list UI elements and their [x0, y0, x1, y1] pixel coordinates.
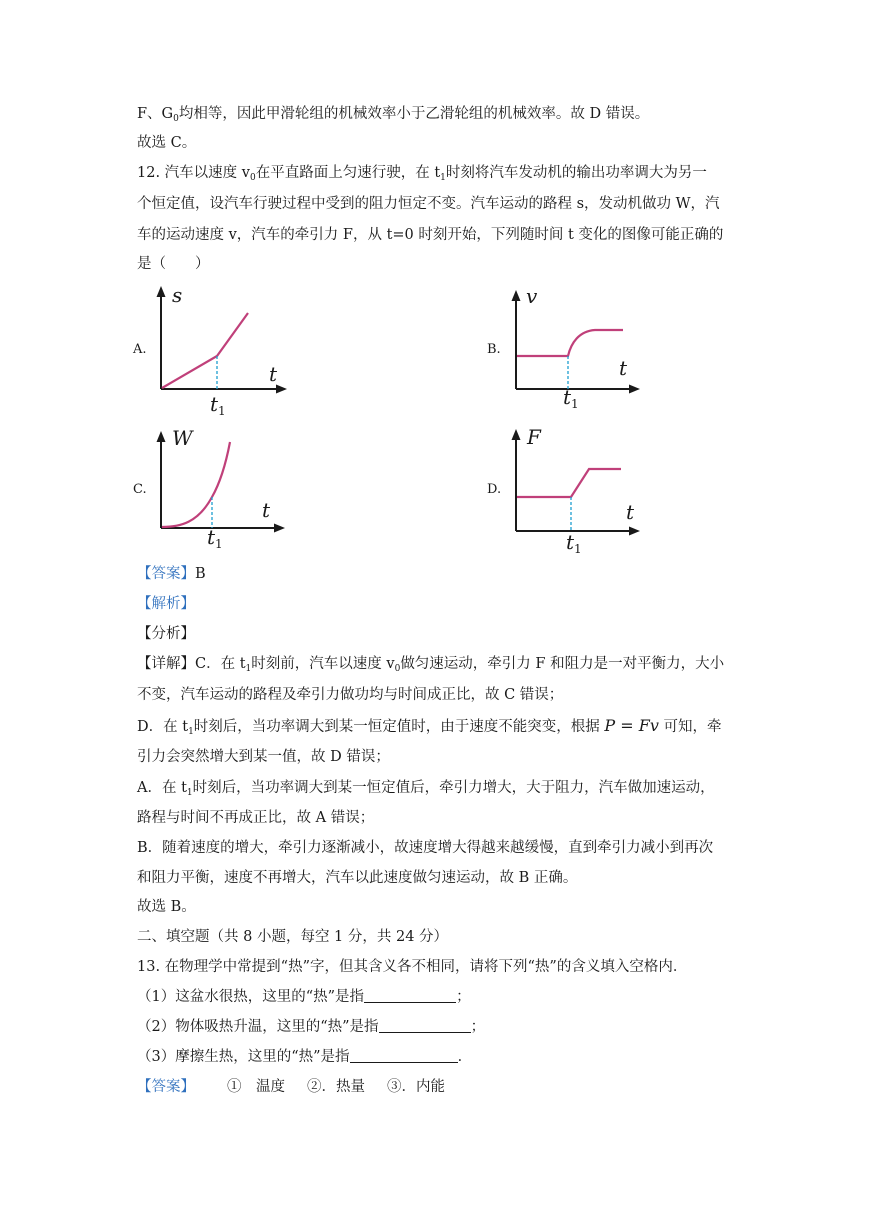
option-d-graph — [505, 423, 645, 558]
choice-c-conclusion: 故选 C。 — [137, 135, 197, 151]
fenxi-tag: 【分析】 — [137, 626, 195, 642]
axis-label-f: F — [527, 425, 541, 449]
answer-tag: 【答案】 — [137, 1079, 195, 1095]
w-t-curve — [162, 442, 230, 527]
analysis-tag: 【解析】 — [137, 596, 195, 612]
q13-part1: （1）这盆水很热，这里的“热”是指 ； — [137, 989, 471, 1005]
tick-label-t1: $t_1$ — [210, 392, 226, 418]
q13-stem: 13. 在物理学中常提到“热”字，但其含义各不相同，请将下列“热”的含义填入空格内． — [137, 959, 688, 975]
detail-c-line2: 不变，汽车运动的路程及牵引力做功均与时间成正比，故 C 错误； — [137, 687, 564, 703]
y-axis-arrow — [512, 290, 521, 301]
y-axis-arrow — [157, 286, 166, 297]
detail-d-line1: D．在 $t_1$时刻后，当功率调大到某一恒定值时，由于速度不能突变，根据 P = Fv 可知，牵 — [137, 716, 722, 737]
option-a-label: A. — [133, 342, 147, 357]
tick-label-t1: $t_1$ — [563, 385, 579, 411]
section-heading: 二、填空题（共 8 小题，每空 1 分，共 24 分） — [137, 929, 449, 945]
detail-d-line2: 引力会突然增大到某一值，故 D 错误； — [137, 749, 390, 765]
axis-label-t: t — [619, 356, 628, 380]
axis-label-t: t — [626, 500, 635, 524]
detail-b-line2: 和阻力平衡，速度不再增大，汽车以此速度做匀速运动，故 B 正确。 — [137, 870, 578, 886]
v-t-curve — [517, 330, 623, 356]
q13-part2: （2）物体吸热升温，这里的“热”是指 ； — [137, 1019, 486, 1035]
axis-label-w: W — [172, 426, 193, 450]
detail-c-line1: 【详解】C．在 $t_1$时刻前，汽车以速度 $v_0$做匀速运动，牵引力 F 和阻力是一对平衡力，大小 — [137, 656, 725, 674]
x-axis-arrow — [276, 385, 287, 394]
blank-3 — [350, 1048, 458, 1063]
formula-p-fv: P = Fv — [604, 716, 659, 735]
tick-label-t1: $t_1$ — [566, 530, 582, 556]
axis-label-t: t — [269, 362, 278, 386]
axis-label-v: v — [526, 284, 538, 308]
detail-a-line1: A．在 $t_1$时刻后，当功率调大到某一恒定值后，牵引力增大，大于阻力，汽车做加速运动， — [137, 780, 715, 798]
y-axis-arrow — [512, 429, 521, 440]
detail-b-line1: B．随着速度的增大，牵引力逐渐减小，故速度增大得越来越缓慢，直到牵引力减小到再次 — [137, 840, 714, 856]
option-b-label: B. — [487, 342, 501, 357]
blank-1 — [364, 988, 456, 1003]
detail-conclusion: 故选 B。 — [137, 899, 196, 915]
axis-label-t: t — [262, 498, 271, 522]
q13-answer: 【答案】 ① 温度 ②．热量 ③．内能 — [137, 1079, 445, 1095]
q13-part3: （3）摩擦生热，这里的“热”是指 ． — [137, 1049, 473, 1065]
tick-label-t1: $t_1$ — [207, 525, 223, 551]
option-b-graph — [505, 283, 645, 413]
x-axis-arrow — [274, 524, 285, 533]
q12-stem-line1: 12. 汽车以速度 $v_0$在平直路面上匀速行驶，在 $t_1$时刻将汽车发动机的输出功率调大为另一 — [137, 165, 707, 183]
answer-12: 【答案】B — [137, 566, 206, 582]
s-t-curve — [162, 313, 248, 388]
q12-stem-line4: 是（ ） — [137, 256, 210, 272]
q12-stem-line2: 个恒定值，设汽车行驶过程中受到的阻力恒定不变。汽车运动的路程 s，发动机做功 W，汽 — [137, 196, 720, 212]
x-axis-arrow — [629, 385, 640, 394]
x-axis-arrow — [629, 527, 640, 536]
answer-tag: 【答案】 — [137, 566, 195, 582]
option-c-graph — [150, 425, 290, 555]
blank-2 — [379, 1018, 471, 1033]
option-c-label: C. — [133, 482, 147, 497]
continued-text-line: F、$G_0$均相等，因此甲滑轮组的机械效率小于乙滑轮组的机械效率。故 D 错误。 — [137, 106, 650, 124]
y-axis-arrow — [157, 431, 166, 442]
f-t-curve — [517, 469, 621, 497]
detail-a-line2: 路程与时间不再成正比，故 A 错误； — [137, 810, 375, 826]
option-a-graph — [150, 283, 290, 418]
option-d-label: D. — [487, 482, 502, 497]
q12-stem-line3: 车的运动速度 v，汽车的牵引力 F，从 t=0 时刻开始，下列随时间 t 变化的图像可能正确的 — [137, 227, 724, 243]
axis-label-s: s — [172, 283, 183, 307]
